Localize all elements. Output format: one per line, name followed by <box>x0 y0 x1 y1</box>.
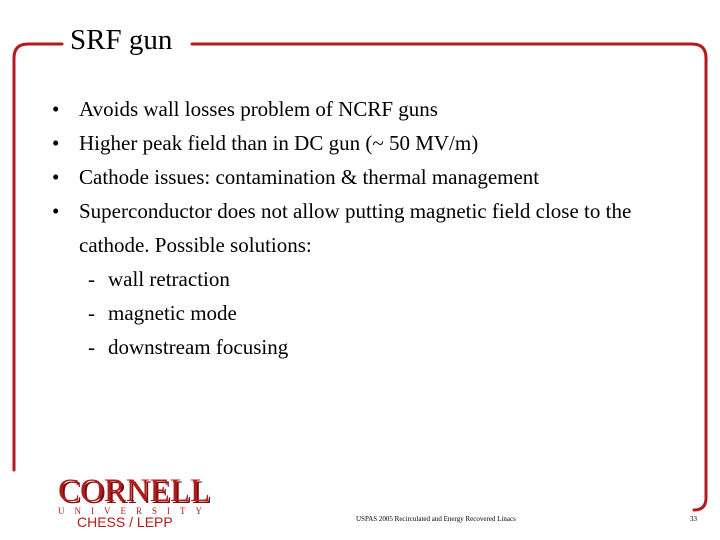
bullet-item <box>52 92 692 126</box>
sub-item-marker: - <box>88 267 95 291</box>
sub-item-text: wall retraction <box>108 267 230 291</box>
slide-title: SRF gun <box>66 22 176 58</box>
sub-item <box>79 262 692 296</box>
bullet-item <box>52 160 692 194</box>
bullet-item <box>52 126 692 160</box>
university-wordmark: UNIVERSITY <box>58 506 212 516</box>
bullet-text: Cathode issues: contamination & thermal management <box>79 165 540 189</box>
footer-text: USPAS 2005 Recirculated and Energy Recovered Linacs <box>356 515 516 523</box>
bullet-text: Superconductor does not allow putting magnetic field close to the cathode. Possible solutions: <box>79 199 632 257</box>
solutions-sublist <box>79 262 692 364</box>
affiliation-label: CHESS / LEPP <box>77 514 173 530</box>
page-number: 33 <box>690 515 697 523</box>
bullet-text: Avoids wall losses problem of NCRF guns <box>79 97 438 121</box>
cornell-wordmark: CORNELL <box>58 473 211 509</box>
sub-item-marker: - <box>88 335 95 359</box>
bullet-marker: • <box>52 131 60 155</box>
sub-item-text: magnetic mode <box>108 301 237 325</box>
bullet-marker: • <box>52 199 60 223</box>
sub-item-marker: - <box>88 301 95 325</box>
bullet-text: Higher peak field than in DC gun (~ 50 MV/m) <box>79 131 479 155</box>
bullet-list <box>52 92 692 364</box>
sub-item-text: downstream focusing <box>108 335 289 359</box>
bullet-marker: • <box>52 97 60 121</box>
bullet-item <box>52 194 692 364</box>
bullet-marker: • <box>52 165 60 189</box>
cornell-logo <box>58 474 213 516</box>
sub-item <box>79 330 692 364</box>
sub-item <box>79 296 692 330</box>
